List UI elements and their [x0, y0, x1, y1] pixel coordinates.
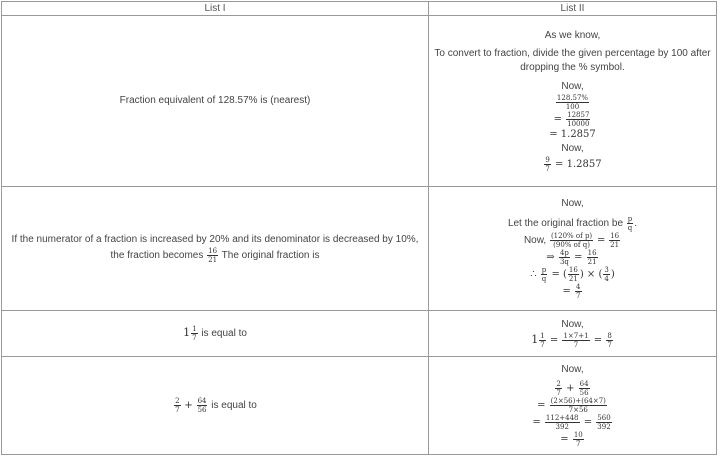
fraction: $\frac{560}{392}$ — [597, 414, 611, 431]
solution-line: Let the original fraction be $\frac{p}{q}$ . — [507, 215, 638, 232]
list1-cell — [2, 16, 429, 187]
list2-cell — [429, 187, 717, 311]
table-row — [2, 311, 717, 357]
fraction: $\frac{4p}{3q}$ — [559, 249, 569, 266]
fraction: $\frac{112+448}{392}$ — [545, 414, 579, 431]
math-line: $\frac{9}{7}$ = 1.2857 — [545, 156, 602, 173]
solution-line: To convert to fraction, divide the given percentage by 100 after dropping the % symbol. — [434, 48, 711, 73]
whole-number: 1 — [183, 326, 191, 340]
math-line: = $\frac{112+448}{392}$ = $\frac{560}{392}$ — [532, 414, 611, 431]
fraction: $\frac{10}{7}$ — [573, 431, 583, 448]
math-line: ∴ $\frac{p}{q}$ = ( $\frac{16}{21}$ ) × ( $\frac{3}{4}$ ) — [530, 266, 615, 283]
solution-line: Now, — [561, 198, 584, 209]
math-line: = $\frac{4}{7}$ — [562, 283, 581, 300]
solution-line: Now, — [561, 364, 584, 375]
fraction: $\frac{16}{21}$ — [568, 266, 578, 283]
question-text: If the numerator of a fraction is increased by 20% and its denominator is decreased by 10%, the fraction becomes — [11, 234, 419, 262]
fraction: $\frac{4}{7}$ — [576, 283, 581, 300]
list2-cell — [429, 311, 717, 357]
list1-cell — [2, 311, 429, 357]
table-row — [2, 357, 717, 455]
question-text: The original fraction is — [221, 250, 320, 262]
math-line: = $\frac{12857}{10000}$ — [553, 111, 590, 128]
fraction: $\frac{(2\times 56)+(64\times 7)}{7\times 56}$ — [550, 397, 606, 414]
solution-line: Now, — [561, 319, 584, 330]
table-row — [2, 187, 717, 311]
question-text: is equal to — [211, 400, 257, 412]
fraction: $\frac{1}{7}$ — [192, 325, 197, 342]
list2-cell — [429, 357, 717, 455]
fraction: $\frac{8}{7}$ — [607, 332, 612, 349]
fraction: $\frac{p}{q}$ — [541, 266, 547, 283]
fraction: $\frac{128.57\%}{100}$ — [556, 94, 589, 111]
question-text: Fraction equivalent of 128.57% is (nearest) — [119, 95, 311, 106]
math-line: Now, $\frac{\text{(120\% of p)}}{\text{(90\% of q)}}$ = $\frac{16}{21}$ — [523, 232, 620, 249]
question-text: is equal to — [201, 328, 247, 340]
fraction: $\frac{p}{q}$ — [627, 215, 633, 232]
solution-line: Now, — [561, 143, 584, 154]
math-line — [432, 94, 713, 111]
math-line: = $\frac{(2\times 56)+(64\times 7)}{7\times 56}$ — [537, 397, 606, 414]
fraction: $\frac{16}{21}$ — [208, 247, 218, 264]
fraction: $\frac{64}{56}$ — [197, 397, 207, 414]
header-list-1: List I — [2, 2, 429, 16]
fraction: $\frac{2}{7}$ — [175, 397, 180, 414]
header-list-2: List II — [429, 2, 717, 16]
match-table — [1, 1, 717, 455]
fraction: $\frac{16}{21}$ — [587, 249, 597, 266]
math-line: = 1.2857 — [549, 129, 596, 140]
list1-cell: $\frac{2}{7}$ + $\frac{64}{56}$ is equal to — [2, 357, 429, 455]
fraction: $\frac{16}{21}$ — [610, 232, 620, 249]
fraction: $\frac{2}{7}$ — [556, 380, 561, 397]
solution-line: As we know, — [544, 30, 601, 41]
math-line: = $\frac{10}{7}$ — [560, 431, 583, 448]
header-row — [2, 2, 717, 16]
math-line: 1 $\frac{1}{7}$ = $\frac{1\times 7+1}{7}$ = $\frac{8}{7}$ — [531, 332, 612, 349]
table-row — [2, 16, 717, 187]
fraction: $\frac{1\times 7+1}{7}$ — [563, 332, 589, 349]
fraction: $\frac{1}{7}$ — [540, 332, 545, 349]
math-line: $\frac{2}{7}$ + $\frac{64}{56}$ — [556, 380, 589, 397]
math-line: ⇒ $\frac{4p}{3q}$ = $\frac{16}{21}$ — [546, 249, 597, 266]
fraction: $\frac{64}{56}$ — [579, 380, 589, 397]
fraction: $\frac{3}{4}$ — [604, 266, 609, 283]
list2-cell — [429, 16, 717, 187]
fraction: $\frac{12857}{10000}$ — [567, 111, 590, 128]
list1-cell — [2, 187, 429, 311]
fraction: $\frac{9}{7}$ — [545, 156, 550, 173]
solution-line: Now, — [561, 81, 584, 92]
fraction: $\frac{\text{(120\% of p)}}{\text{(90\% of q)}}$ — [550, 232, 593, 249]
